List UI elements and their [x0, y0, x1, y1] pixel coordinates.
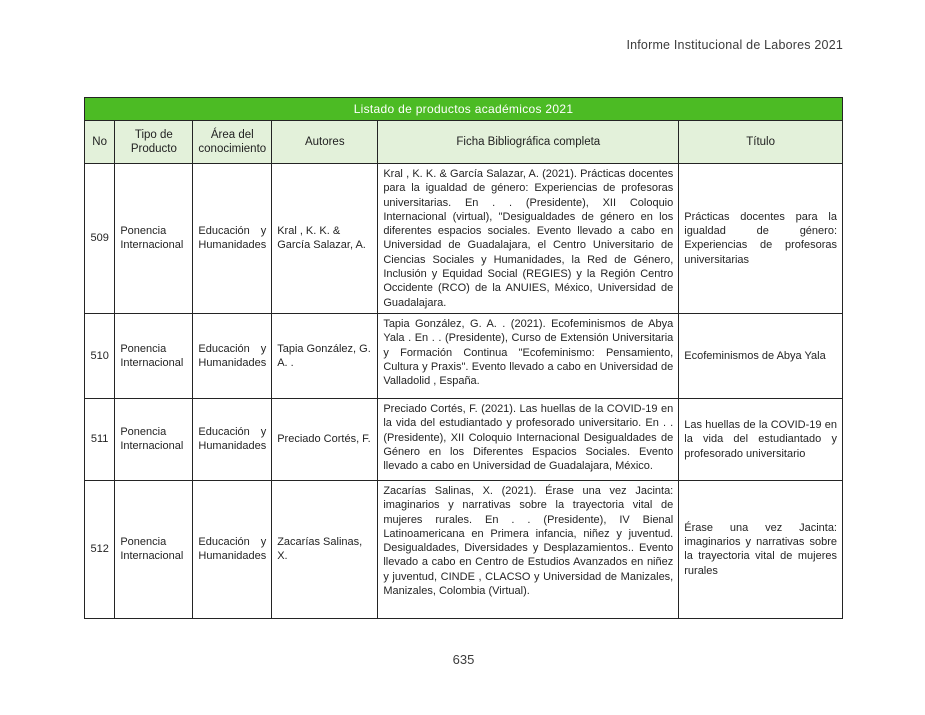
cell-autores: Tapia González, G. A. . — [272, 313, 378, 398]
cell-tipo: Ponencia Internacional — [115, 398, 193, 480]
cell-titulo: Érase una vez Jacinta: imaginarios y narrativas sobre la trayectoria vital de mujeres rurales — [679, 480, 843, 618]
column-header-no: No — [85, 121, 115, 164]
table-row — [85, 313, 843, 398]
table-title-row — [85, 98, 843, 121]
cell-ficha: Tapia González, G. A. . (2021). Ecofeminismos de Abya Yala . En . . (Presidente), Curso de Extensión Universitaria y Formación Continua "Ecofeminismo: Pensamiento, Cultura y Praxis". Evento llevado a cabo en Universidad de Valladolid , España. — [378, 313, 679, 398]
cell-ficha: Preciado Cortés, F. (2021). Las huellas de la COVID-19 en la vida del estudiantado y profesorado universitario. En . . (Presidente), XII Coloquio Internacional Desigualdades de Género en los Diferentes Espacios Sociales. Evento llevado a cabo en Universidad de Guadalajara, México. — [378, 398, 679, 480]
cell-no: 512 — [85, 480, 115, 618]
column-header-ficha: Ficha Bibliográfica completa — [378, 121, 679, 164]
cell-autores: Zacarías Salinas, X. — [272, 480, 378, 618]
column-header-titulo: Título — [679, 121, 843, 164]
cell-autores: Kral , K. K. & García Salazar, A. — [272, 164, 378, 314]
cell-area: Educación y Humanidades — [193, 164, 272, 314]
cell-titulo: Ecofeminismos de Abya Yala — [679, 313, 843, 398]
cell-ficha: Zacarías Salinas, X. (2021). Érase una vez Jacinta: imaginarios y narrativas sobre la trayectoria vital de mujeres rurales. En . . (Presidente), IV Bienal Latinoamericana en Primera infancia, niñez y juventud. Desigualdades, Diversidades y Desplazamientos.. Evento llevado a cabo en Centro de Estudios Avanzados en niñez y juventud, CINDE , CLACSO y Universidad de Manizales, Manizales, Colombia (Virtual). — [378, 480, 679, 618]
column-header-area: Área del conocimiento — [193, 121, 272, 164]
column-header-autores: Autores — [272, 121, 378, 164]
cell-area: Educación y Humanidades — [193, 480, 272, 618]
table-row — [85, 398, 843, 480]
cell-no: 510 — [85, 313, 115, 398]
page-number: 635 — [452, 652, 475, 667]
cell-no: 511 — [85, 398, 115, 480]
cell-ficha: Kral , K. K. & García Salazar, A. (2021). Prácticas docentes para la igualdad de género: Experiencias de profesoras universitarias. En . . (Presidente), XII Coloquio Internacional (virtual), "Desigualdades de género en los diferentes espacios sociales. Evento llevado a cabo en Universidad de Guadalajara, el Centro Universitario de Ciencias Sociales y Humanidades, la Red de Género, Inclusión y Equidad Social (REGIES) y la Región Centro Occidente (RCO) de la ANUIES, México, Universidad de Guadalajara. — [378, 164, 679, 314]
table-row — [85, 164, 843, 314]
cell-tipo: Ponencia Internacional — [115, 164, 193, 314]
table-title-banner: Listado de productos académicos 2021 — [85, 98, 843, 121]
cell-tipo: Ponencia Internacional — [115, 313, 193, 398]
cell-area: Educación y Humanidades — [193, 313, 272, 398]
table-row — [85, 480, 843, 618]
table-header-row — [85, 121, 843, 164]
cell-no: 509 — [85, 164, 115, 314]
cell-titulo: Las huellas de la COVID-19 en la vida del estudiantado y profesorado universitario — [679, 398, 843, 480]
cell-autores: Preciado Cortés, F. — [272, 398, 378, 480]
report-title-header: Informe Institucional de Labores 2021 — [626, 38, 843, 52]
column-header-tipo: Tipo de Producto — [115, 121, 193, 164]
cell-tipo: Ponencia Internacional — [115, 480, 193, 618]
academic-products-table-container — [84, 97, 843, 619]
cell-area: Educación y Humanidades — [193, 398, 272, 480]
cell-titulo: Prácticas docentes para la igualdad de género: Experiencias de profesoras universitarias — [679, 164, 843, 314]
academic-products-table — [84, 97, 843, 619]
